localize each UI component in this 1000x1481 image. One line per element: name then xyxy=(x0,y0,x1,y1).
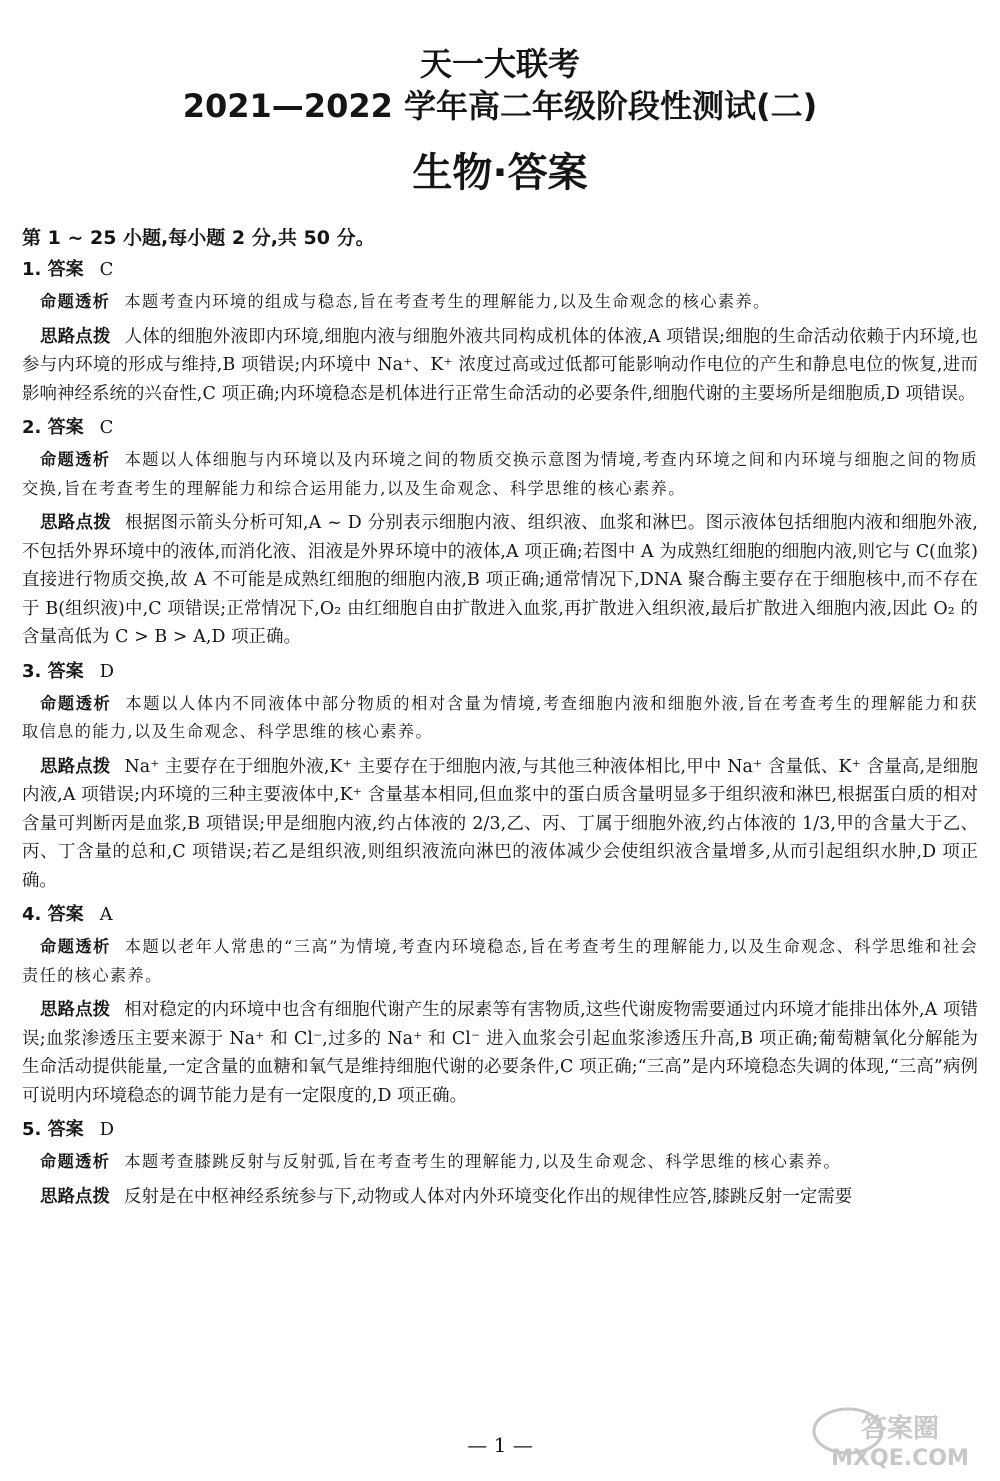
question-2 xyxy=(22,414,978,652)
intent-text: 本题以人体内不同液体中部分物质的相对含量为情境,考查细胞内液和细胞外液,旨在考查考生的理解能力和获取信息的能力,以及生命观念、科学思维的核心素养。 xyxy=(22,693,978,741)
question-label: 3. 答案 xyxy=(22,660,84,682)
answer-letter: A xyxy=(99,904,113,925)
question-answer-line xyxy=(22,658,978,686)
analysis-paragraph xyxy=(22,323,978,409)
page-number: — 1 — xyxy=(467,1433,533,1457)
question-label: 4. 答案 xyxy=(22,904,84,925)
answer-letter: D xyxy=(99,660,115,682)
question-5 xyxy=(22,1116,978,1211)
intent-paragraph xyxy=(22,933,978,990)
analysis-text: 相对稳定的内环境中也含有细胞代谢产生的尿素等有害物质,这些代谢废物需要通过内环境才能排出体外,A 项错误;血浆渗透压主要来源于 Na⁺ 和 Cl⁻,过多的 Na⁺ 和 Cl⁻ 进入血浆会引起血浆渗透压升高,B 项正确;葡萄糖氧化分解能为生命活动提供能量,一定含量的血糖和氧气是维持细胞代谢的必要条件,C 项正确;“三高”是内环境稳态失调的体现,“三高”病例可说明内环境稳态的调节能力是有一定限度的,D 项正确。 xyxy=(22,1000,978,1106)
answer-letter: C xyxy=(99,259,114,280)
analysis-paragraph xyxy=(22,996,978,1110)
question-answer-line xyxy=(22,414,978,442)
organization-title: 天一大联考 xyxy=(419,45,580,83)
intent-label: 命题透析 xyxy=(40,292,111,311)
analysis-text: 根据图示箭头分析可知,A ~ D 分别表示细胞内液、组织液、血浆和淋巴。图示液体包括细胞内液和细胞外液,不包括外界环境中的液体,而消化液、泪液是外界环境中的液体,A 项正确;若图中 A 为成熟红细胞的细胞内液,则它与 C(血浆)直接进行物质交换,故 A 不可能是成熟红细胞的细胞内液,B 项正确;通常情况下,DNA 聚合酶主要存在于细胞核中,而不存在于 B(组织液)中,C 项错误;正常情况下,O₂ 由红细胞自由扩散进入血浆,再扩散进入组织液,最后扩散进入细胞内液,因此 O₂ 的含量高低为 C > B > A,D 项正确。 xyxy=(22,513,978,647)
question-answer-line xyxy=(22,1116,978,1144)
question-label: 1. 答案 xyxy=(22,259,84,280)
analysis-label: 思路点拨 xyxy=(40,1000,111,1020)
analysis-paragraph xyxy=(22,753,978,896)
answer-letter: D xyxy=(99,1119,115,1140)
question-4 xyxy=(22,901,978,1110)
intent-text: 本题以人体细胞与内环境以及内环境之间的物质交换示意图为情境,考查内环境之间和内环境与细胞之间的物质交换,旨在考查考生的理解能力和综合运用能力,以及生命观念、科学思维的核心素养。 xyxy=(22,450,978,498)
analysis-paragraph xyxy=(22,509,978,652)
subject-title: 生物·答案 xyxy=(412,150,588,196)
intent-label: 命题透析 xyxy=(40,450,111,469)
analysis-text: Na⁺ 主要存在于细胞外液,K⁺ 主要存在于细胞内液,与其他三种液体相比,甲中 Na⁺ 含量低、K⁺ 含量高,是细胞内液,A 项错误;内环境的三种主要液体中,K⁺ 含量基本相同,但血浆中的蛋白质含量明显多于组织液和淋巴,根据蛋白质的相对含量可判断丙是血浆,B 项错误;甲是细胞内液,约占体液的 2/3,乙、丙、丁属于细胞外液,约占体液的 1/3,甲的含量大于乙、丙、丁含量的总和,C 项错误;若乙是组织液,则组织液流向淋巴的液体减少会使组织液含量增多,从而引起组织水肿,D 项正确。 xyxy=(22,756,978,891)
analysis-text: 反射是在中枢神经系统参与下,动物或人体对内外环境变化作出的规律性应答,膝跳反射一定需要 xyxy=(123,1186,853,1207)
intent-paragraph xyxy=(22,446,978,503)
analysis-paragraph xyxy=(22,1183,978,1212)
intent-label: 命题透析 xyxy=(40,693,112,713)
question-answer-line xyxy=(22,256,978,284)
question-label: 5. 答案 xyxy=(22,1119,84,1140)
analysis-label: 思路点拨 xyxy=(40,756,111,777)
question-3 xyxy=(22,658,978,896)
question-label: 2. 答案 xyxy=(22,417,84,438)
answer-content xyxy=(22,224,978,1217)
question-1 xyxy=(22,256,978,408)
intent-paragraph xyxy=(22,690,978,747)
intent-text: 本题以老年人常患的“三高”为情境,考查内环境稳态,旨在考查考生的理解能力,以及生命观念、科学思维和社会责任的核心素养。 xyxy=(22,937,978,985)
answer-letter: C xyxy=(99,417,114,438)
intent-label: 命题透析 xyxy=(40,937,111,956)
watermark-text: 答案圈 xyxy=(860,1414,940,1444)
watermark-logo xyxy=(808,1403,988,1471)
exam-title: 2021—2022 学年高二年级阶段性测试(二) xyxy=(182,87,818,125)
intent-paragraph xyxy=(22,288,978,317)
intent-paragraph xyxy=(22,1148,978,1177)
question-answer-line xyxy=(22,901,978,929)
analysis-label: 思路点拨 xyxy=(40,326,111,347)
intent-text: 本题考查内环境的组成与稳态,旨在考查考生的理解能力,以及生命观念的核心素养。 xyxy=(124,292,771,311)
analysis-label: 思路点拨 xyxy=(40,513,112,533)
analysis-label: 思路点拨 xyxy=(40,1186,110,1207)
intent-label: 命题透析 xyxy=(40,1152,111,1171)
analysis-text: 人体的细胞外液即内环境,细胞内液与细胞外液共同构成机体的体液,A 项错误;细胞的生命活动依赖于内环境,也参与内环境的形成与维持,B 项错误;内环境中 Na⁺、K⁺ 浓度过高或过低都可能影响动作电位的产生和静息电位的恢复,进而影响神经系统的兴奋性,C 项正确;内环境稳态是机体进行正常生命活动的必要条件,细胞代谢的主要场所是细胞质,D 项错误。 xyxy=(22,326,978,404)
watermark-url: MXQE.COM xyxy=(831,1446,969,1471)
intent-text: 本题考查膝跳反射与反射弧,旨在考查考生的理解能力,以及生命观念、科学思维的核心素养。 xyxy=(124,1152,841,1171)
section-intro: 第 1 ~ 25 小题,每小题 2 分,共 50 分。 xyxy=(22,227,375,249)
